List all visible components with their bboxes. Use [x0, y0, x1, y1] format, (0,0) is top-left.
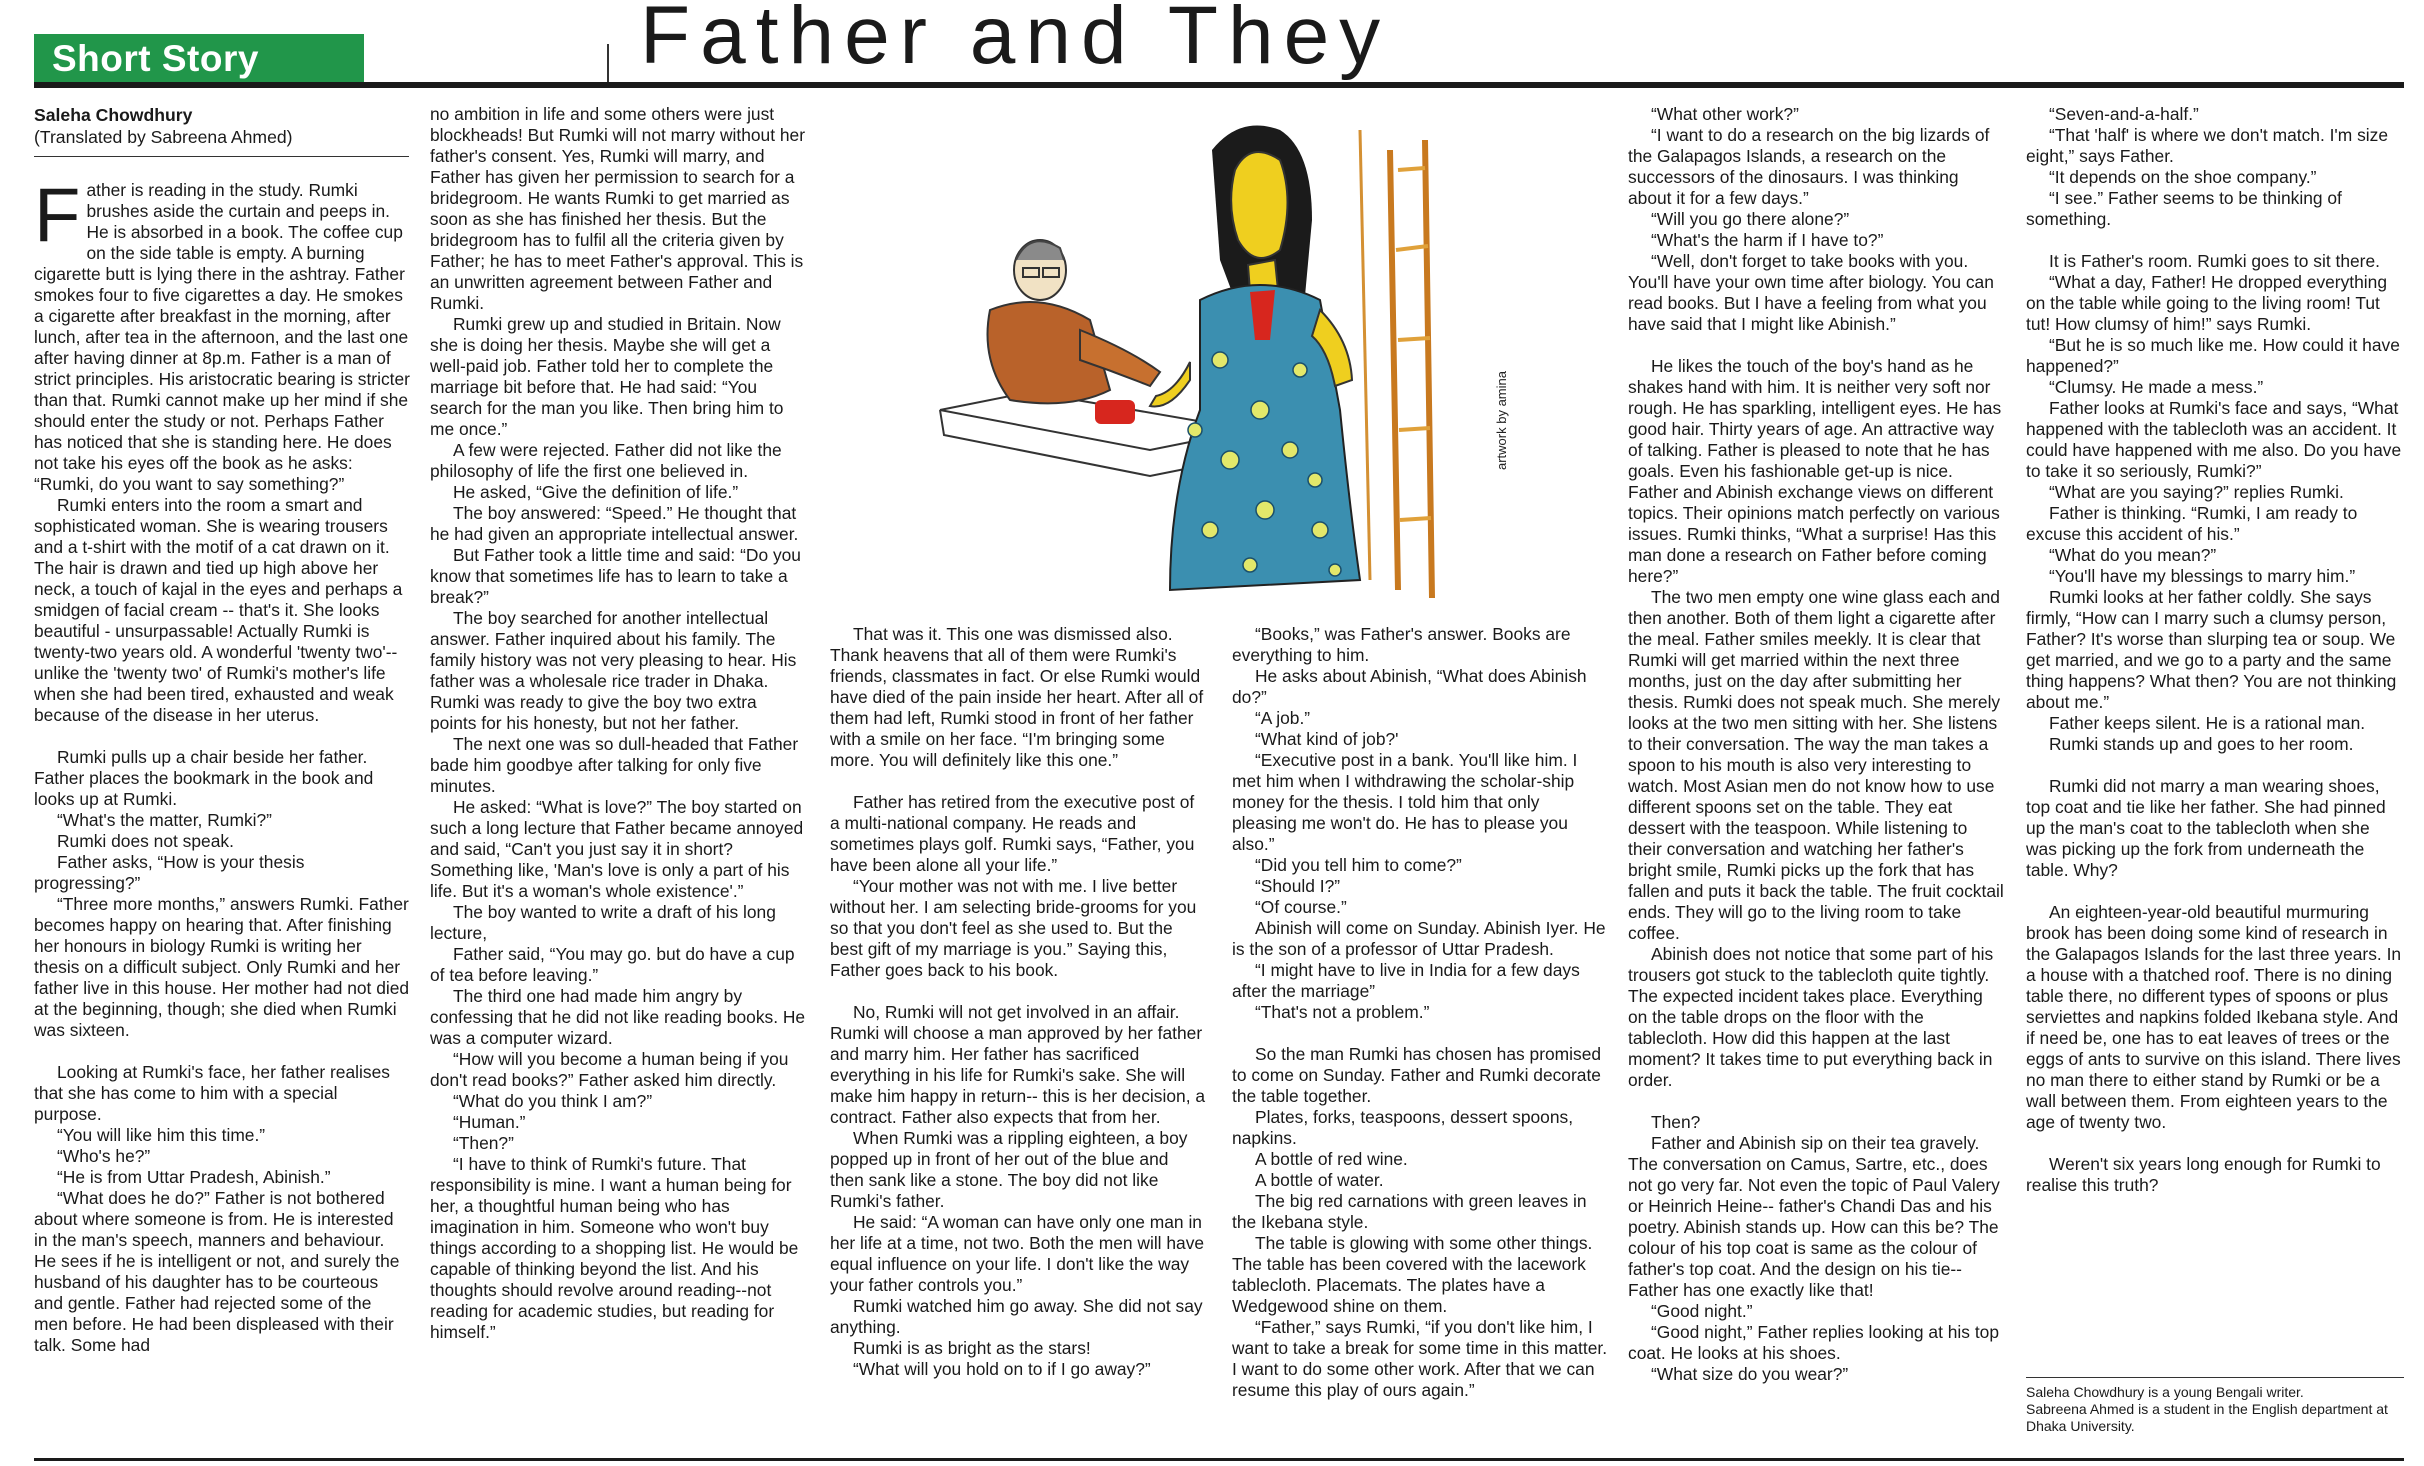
- paragraph: “I want to do a research on the big lizards of the Galapagos Islands, a research on the successors of the dinosaurs. I was thinking about it for a few days.”: [1628, 125, 1990, 208]
- paragraph: “It depends on the shoe company.”: [2049, 167, 2317, 187]
- paragraph: “He is from Uttar Pradesh, Abinish.”: [57, 1167, 331, 1187]
- paragraph-gap: [1628, 1091, 2004, 1112]
- paragraph: So the man Rumki has chosen has promised to come on Sunday. Father and Rumki decorate the table together.: [1232, 1044, 1602, 1106]
- paragraph: No, Rumki will not get involved in an affair. Rumki will choose a man approved by her father and marry him. Her father has sacrificed everything in his life for Rumki's sake. She will make him happy in return-- this is her decision, a contract. Father also expects that from her.: [830, 1002, 1206, 1127]
- paragraph-gap: [34, 726, 410, 747]
- paragraph: Rumki looks at her father coldly. She says firmly, “How can I marry such a clumsy person, Father? It's worse than slurping tea or soup. We get married, and we go to a party and the same thing happens? What then? You are not thinking about me.”: [2026, 587, 2397, 712]
- paragraph: Father has retired from the executive post of a multi-national company. He reads and sometimes plays golf. Rumki says, “Father, you have been alone all your life.”: [830, 792, 1195, 875]
- paragraph: Father said, “You may go. but do have a cup of tea before leaving.”: [430, 944, 795, 985]
- illustration: [920, 110, 1520, 604]
- paragraph: “Well, don't forget to take books with you. You'll have your own time after biology. You can read books. But I have a feeling from what you have said that I might like Abinish.”: [1628, 251, 1994, 334]
- paragraph: Then?: [1651, 1112, 1701, 1132]
- article-column-1: [34, 173, 410, 1356]
- paragraph: The next one was so dull-headed that Father bade him goodbye after talking for only five minutes.: [430, 734, 799, 796]
- paragraph: Rumki does not speak.: [57, 831, 234, 851]
- paragraph: “Clumsy. He made a mess.”: [2049, 377, 2264, 397]
- footnote: [2026, 1384, 2404, 1435]
- paragraph: Rumki did not marry a man wearing shoes, top coat and tie like her father. She had pinned up the man's coat to the tablecloth when she was picking up the fork from underneath the table. Why?: [2026, 776, 2386, 880]
- paragraph: He asks about Abinish, “What does Abinish do?”: [1232, 666, 1587, 707]
- paragraph: “What other work?”: [1651, 104, 1799, 124]
- paragraph: A bottle of water.: [1255, 1170, 1384, 1190]
- paragraph: Rumki grew up and studied in Britain. Now she is doing her thesis. Maybe she will get a well-paid job. Father told her to complete the marriage bit before that. He had said: “You search for the man you like. Then bring him to me once.”: [430, 314, 784, 439]
- paragraph-gap: [34, 1041, 410, 1062]
- paragraph: Plates, forks, teaspoons, dessert spoons, napkins.: [1232, 1107, 1574, 1148]
- paragraph: “What kind of job?': [1255, 729, 1399, 749]
- paragraph: Father looks at Rumki's face and says, “What happened with the tablecloth was an accident. It could have happened with me also. Do you have to take it so seriously, Rumki?”: [2026, 398, 2402, 481]
- article-column-2: [430, 104, 806, 1343]
- paragraph-gap: [1232, 1023, 1608, 1044]
- artwork-credit: artwork by amina: [1494, 371, 1509, 470]
- footnote-rule: [2026, 1377, 2404, 1378]
- paragraph: “What are you saying?” replies Rumki.: [2049, 482, 2344, 502]
- paragraph-gap: [2026, 881, 2404, 902]
- paragraph: But Father took a little time and said: “Do you know that sometimes life has to learn to take a break?”: [430, 545, 801, 607]
- paragraph: A bottle of red wine.: [1255, 1149, 1408, 1169]
- paragraph: That was it. This one was dismissed also. Thank heavens that all of them were Rumki's friends, classmates in fact. Or else Rumki would have died of the pain inside her heart. After all of them had left, Rumki stood in front of her father with a smile on her face. “I'm bringing some more. You will definitely like this one.”: [830, 624, 1204, 770]
- paragraph: “Then?”: [453, 1133, 514, 1153]
- paragraph: The table is glowing with some other things. The table has been covered with the lacework tablecloth. Placemats. The plates have a Wedgewood shine on them.: [1232, 1233, 1593, 1316]
- paragraph: The third one had made him angry by confessing that he did not like reading books. He was a computer wizard.: [430, 986, 806, 1048]
- paragraph: An eighteen-year-old beautiful murmuring brook has been doing some kind of research in the Galapagos Islands for the last three years. In a house with a thatched roof. There is no dining table there, no different types of spoons or plus serviettes and napkins folded Ikebana style. And if need be, one has to eat leaves of trees or the eggs of ants to survive on this island. There lives no man there to either stand by Rumki or be a wall between them. From eighteen years to the age of twenty two.: [2026, 902, 2402, 1132]
- paragraph-gap: [2026, 755, 2404, 776]
- paragraph: He likes the touch of the boy's hand as he shakes hand with him. It is neither very soft nor rough. He has sparkling, intelligent eyes. He has good hair. Thirty years of age. An attractive way of talking. Father is pleased to note that he has goals. Even his fashionable get-up is nice. Father and Abinish exchange views on different topics. Their opinions match perfectly on various issues. Rumki thinks, “What a surprise! Has this man done a research on Father before coming here?”: [1628, 356, 2002, 586]
- paragraph: The two men empty one wine glass each and then another. Both of them light a cigarette after the meal. Father smiles meekly. It is clear that Rumki will get married within the next three months, just on the day after submitting her thesis. Rumki does not speak much. She merely looks at the two men sitting with her. She listens to their conversation. The way the man takes a spoon to his mouth is also very interesting to watch. Most Asian men do not know how to use different spoons set on the table. They eat dessert with the teaspoon. While listening to their conversation and watching her father's bright smile, Rumki picks up the fork that has fallen and puts it back the table. The fruit cocktail ends. They will go to the living room to take coffee.: [1628, 587, 2004, 943]
- section-tag-label: Short Story: [52, 38, 259, 79]
- paragraph: “Who's he?”: [57, 1146, 151, 1166]
- headline: Father and They: [640, 0, 1391, 81]
- byline: [34, 104, 410, 148]
- paragraph: “Seven-and-a-half.”: [2049, 104, 2199, 124]
- article-column-4: [1232, 624, 1608, 1401]
- paragraph: “What will you hold on to if I go away?”: [853, 1359, 1151, 1379]
- paragraph: “Father,” says Rumki, “if you don't like him, I want to take a break for some time in this matter. I want to do some other work. After that we can resume this play of ours again.”: [1232, 1317, 1608, 1400]
- section-tag: [34, 34, 364, 84]
- paragraph: Abinish does not notice that some part of his trousers got stuck to the tablecloth quite tightly. The expected incident takes place. Everything on the table drops on the floor with the tablecloth. How did this happen at the last moment? It takes time to put everything back in order.: [1628, 944, 1994, 1090]
- paragraph: Rumki enters into the room a smart and sophisticated woman. She is wearing trousers and a t-shirt with the motif of a cat drawn on it. The hair is drawn and tied up high above her neck, a touch of kajal in the eyes and perhaps a smidgen of facial cream -- that's it. She looks beautiful - unsurpassable! Actually Rumki is twenty-two years old. A wonderful 'twenty two'-- unlike the 'twenty two' of Rumki's mother's life when she had been tired, exhausted and weak because of the disease in her uterus.: [34, 495, 403, 725]
- paragraph: When Rumki was a rippling eighteen, a boy popped up in front of her out of the blue and then sank like a stone. The boy did not like Rumki's father.: [830, 1128, 1188, 1211]
- paragraph: Rumki is as bright as the stars!: [853, 1338, 1091, 1358]
- bottom-rule: [34, 1458, 2404, 1461]
- paragraph: “Human.”: [453, 1112, 526, 1132]
- paragraph: “I see.” Father seems to be thinking of something.: [2026, 188, 2342, 229]
- paragraph: “Your mother was not with me. I live better without her. I am selecting bride-grooms for you so that you don't feel as she used to. But the best gift of my marriage is you.” Saying this, Father goes back to his book.: [830, 876, 1197, 980]
- byline-rule: [34, 156, 409, 157]
- paragraph: Looking at Rumki's face, her father realises that she has come to him with a special purpose.: [34, 1062, 390, 1124]
- paragraph: He said: “A woman can have only one man in her life at a time, not two. Both the men will have equal influence on your life. I don't like the way your father controls you.”: [830, 1212, 1205, 1295]
- article-column-6: [2026, 104, 2404, 1196]
- footnote-line: Saleha Chowdhury is a young Bengali writer.: [2026, 1384, 2304, 1400]
- paragraph: The boy wanted to write a draft of his long lecture,: [430, 902, 776, 943]
- paragraph-gap: [1628, 335, 2004, 356]
- paragraph: “Executive post in a bank. You'll like him. I met him when I withdrawing the scholar-ship money for the thesis. I told him that only pleasing me won't do. He has to please you also.”: [1232, 750, 1578, 854]
- paragraph-gap: [830, 771, 1206, 792]
- paragraph: no ambition in life and some others were just blockheads! But Rumki will not marry without her father's consent. Yes, Rumki will marry, and Father has given her permission to search for a bridegroom. He wants Rumki to get married as soon as she has finished her thesis. But the bridegroom has to fulfil all the criteria given by Father; he has to meet Father's approval. This is an unwritten agreement between Father and Rumki.: [430, 104, 806, 313]
- paragraph: ather is reading in the study. Rumki brushes aside the curtain and peeps in. He is absorbed in a book. The coffee cup on the side table is empty. A burning cigarette butt is lying there in the ashtray. Father smokes four to five cigarettes a day. He smokes a cigarette after breakfast in the morning, after lunch, after tea in the afternoon, and the last one after having dinner at 8p.m. Father is a man of strict principles. His aristocratic bearing is stricter than that. Rumki cannot make up her mind if she should enter the study or not. Perhaps Father has noticed that she is standing here. He does not take his eyes off the book as he asks: “Rumki, do you want to say something?”: [34, 180, 410, 494]
- paragraph: “You'll have my blessings to marry him.”: [2049, 566, 2356, 586]
- byline-author: Saleha Chowdhury: [34, 105, 193, 125]
- paragraph: “I might have to live in India for a few days after the marriage”: [1232, 960, 1580, 1001]
- paragraph: “Should I?”: [1255, 876, 1341, 896]
- paragraph: Father asks, “How is your thesis progressing?”: [34, 852, 305, 893]
- paragraph: “Three more months,” answers Rumki. Father becomes happy on hearing that. After finishing her honours in biology Rumki is writing her thesis on a difficult subject. Only Rumki and her father live in this house. Her mother had not died at the beginning, though; she died when Rumki was sixteen.: [34, 894, 410, 1040]
- paragraph: “A job.”: [1255, 708, 1311, 728]
- paragraph: “But he is so much like me. How could it have happened?”: [2026, 335, 2400, 376]
- paragraph: The boy answered: “Speed.” He thought that he had given an appropriate intellectual answer.: [430, 503, 799, 544]
- title-separator: [607, 44, 609, 82]
- paragraph: “That 'half' is where we don't match. I'm size eight,” says Father.: [2026, 125, 2388, 166]
- paragraph: “I have to think of Rumki's future. That responsibility is mine. I want a human being for her, a thoughtful human being who has imagination in him. Someone who won't buy things according to a shopping list. He would be capable of thinking beyond the list. And his thoughts should revolve around reading--not reading for academic studies, but reading for himself.”: [430, 1154, 799, 1342]
- paragraph: Weren't six years long enough for Rumki to realise this truth?: [2026, 1154, 2381, 1195]
- article-column-5: [1628, 104, 2004, 1385]
- paragraph: The boy searched for another intellectual answer. Father inquired about his family. The family history was not very pleasing to hear. His father was a wholesale rice trader in Dhaka. Rumki was ready to give the boy two extra points for his honesty, but not her father.: [430, 608, 797, 733]
- paragraph: Father and Abinish sip on their tea gravely. The conversation on Camus, Sartre, etc., does not go very far. Not even the topic of Paul Valery or Heinrich Heine-- father's Chandi Das and his poetry. Abinish stands up. How can this be? The colour of his top coat is same as the colour of father's top coat. And the design on his tie--Father has one exactly like that!: [1628, 1133, 2000, 1300]
- paragraph: He asked: “What is love?” The boy started on such a long lecture that Father became annoyed and said, “Can't you just say it in short? Something like, 'Man's love is only a part of his life. But it's a woman's whole existence'.”: [430, 797, 804, 901]
- paragraph: “That's not a problem.”: [1255, 1002, 1430, 1022]
- paragraph: Rumki watched him go away. She did not say anything.: [830, 1296, 1203, 1337]
- paragraph: He asked, “Give the definition of life.”: [453, 482, 739, 502]
- paragraph: “What's the matter, Rumki?”: [57, 810, 272, 830]
- paragraph: A few were rejected. Father did not like the philosophy of life the first one believed in.: [430, 440, 782, 481]
- paragraph: “How will you become a human being if you don't read books?” Father asked him directly.: [430, 1049, 789, 1090]
- article-column-3: [830, 624, 1206, 1380]
- paragraph: “Did you tell him to come?”: [1255, 855, 1462, 875]
- paragraph: “Of course.”: [1255, 897, 1347, 917]
- paragraph: “What do you mean?”: [2049, 545, 2217, 565]
- paragraph: Abinish will come on Sunday. Abinish Iyer. He is the son of a professor of Uttar Pradesh.: [1232, 918, 1606, 959]
- paragraph: “Will you go there alone?”: [1651, 209, 1850, 229]
- paragraph: Father is thinking. “Rumki, I am ready to excuse this accident of his.”: [2026, 503, 2358, 544]
- footnote-line: Sabreena Ahmed is a student in the English department at Dhaka University.: [2026, 1401, 2388, 1434]
- paragraph: “Good night.”: [1651, 1301, 1753, 1321]
- paragraph-gap: [2026, 230, 2404, 251]
- paragraph: Rumki pulls up a chair beside her father. Father places the bookmark in the book and looks up at Rumki.: [34, 747, 374, 809]
- paragraph: “What a day, Father! He dropped everything on the table while going to the living room! Tut tut! How clumsy of him!” says Rumki.: [2026, 272, 2388, 334]
- paragraph: Father keeps silent. He is a rational man.: [2049, 713, 2366, 733]
- top-rule: [34, 82, 2404, 88]
- drop-cap: F: [34, 173, 81, 258]
- paragraph: “Good night,” Father replies looking at his top coat. He looks at his shoes.: [1628, 1322, 1999, 1363]
- paragraph: “You will like him this time.”: [57, 1125, 266, 1145]
- paragraph-gap: [830, 981, 1206, 1002]
- paragraph: Rumki stands up and goes to her room.: [2049, 734, 2354, 754]
- paragraph: “What do you think I am?”: [453, 1091, 653, 1111]
- paragraph: “What size do you wear?”: [1651, 1364, 1849, 1384]
- paragraph-gap: [2026, 1133, 2404, 1154]
- byline-translator: (Translated by Sabreena Ahmed): [34, 127, 293, 147]
- paragraph: “What's the harm if I have to?”: [1651, 230, 1884, 250]
- paragraph: The big red carnations with green leaves in the Ikebana style.: [1232, 1191, 1587, 1232]
- paragraph: It is Father's room. Rumki goes to sit there.: [2049, 251, 2380, 271]
- paragraph: “Books,” was Father's answer. Books are everything to him.: [1232, 624, 1571, 665]
- paragraph: “What does he do?” Father is not bothered about where someone is from. He is interested in the man's speech, manners and behaviour. He sees if he is intelligent or not, and surely the husband of his daughter has to be courteous and gentle. Father had rejected some of the men before. He had been displeased with their talk. Some had: [34, 1188, 400, 1355]
